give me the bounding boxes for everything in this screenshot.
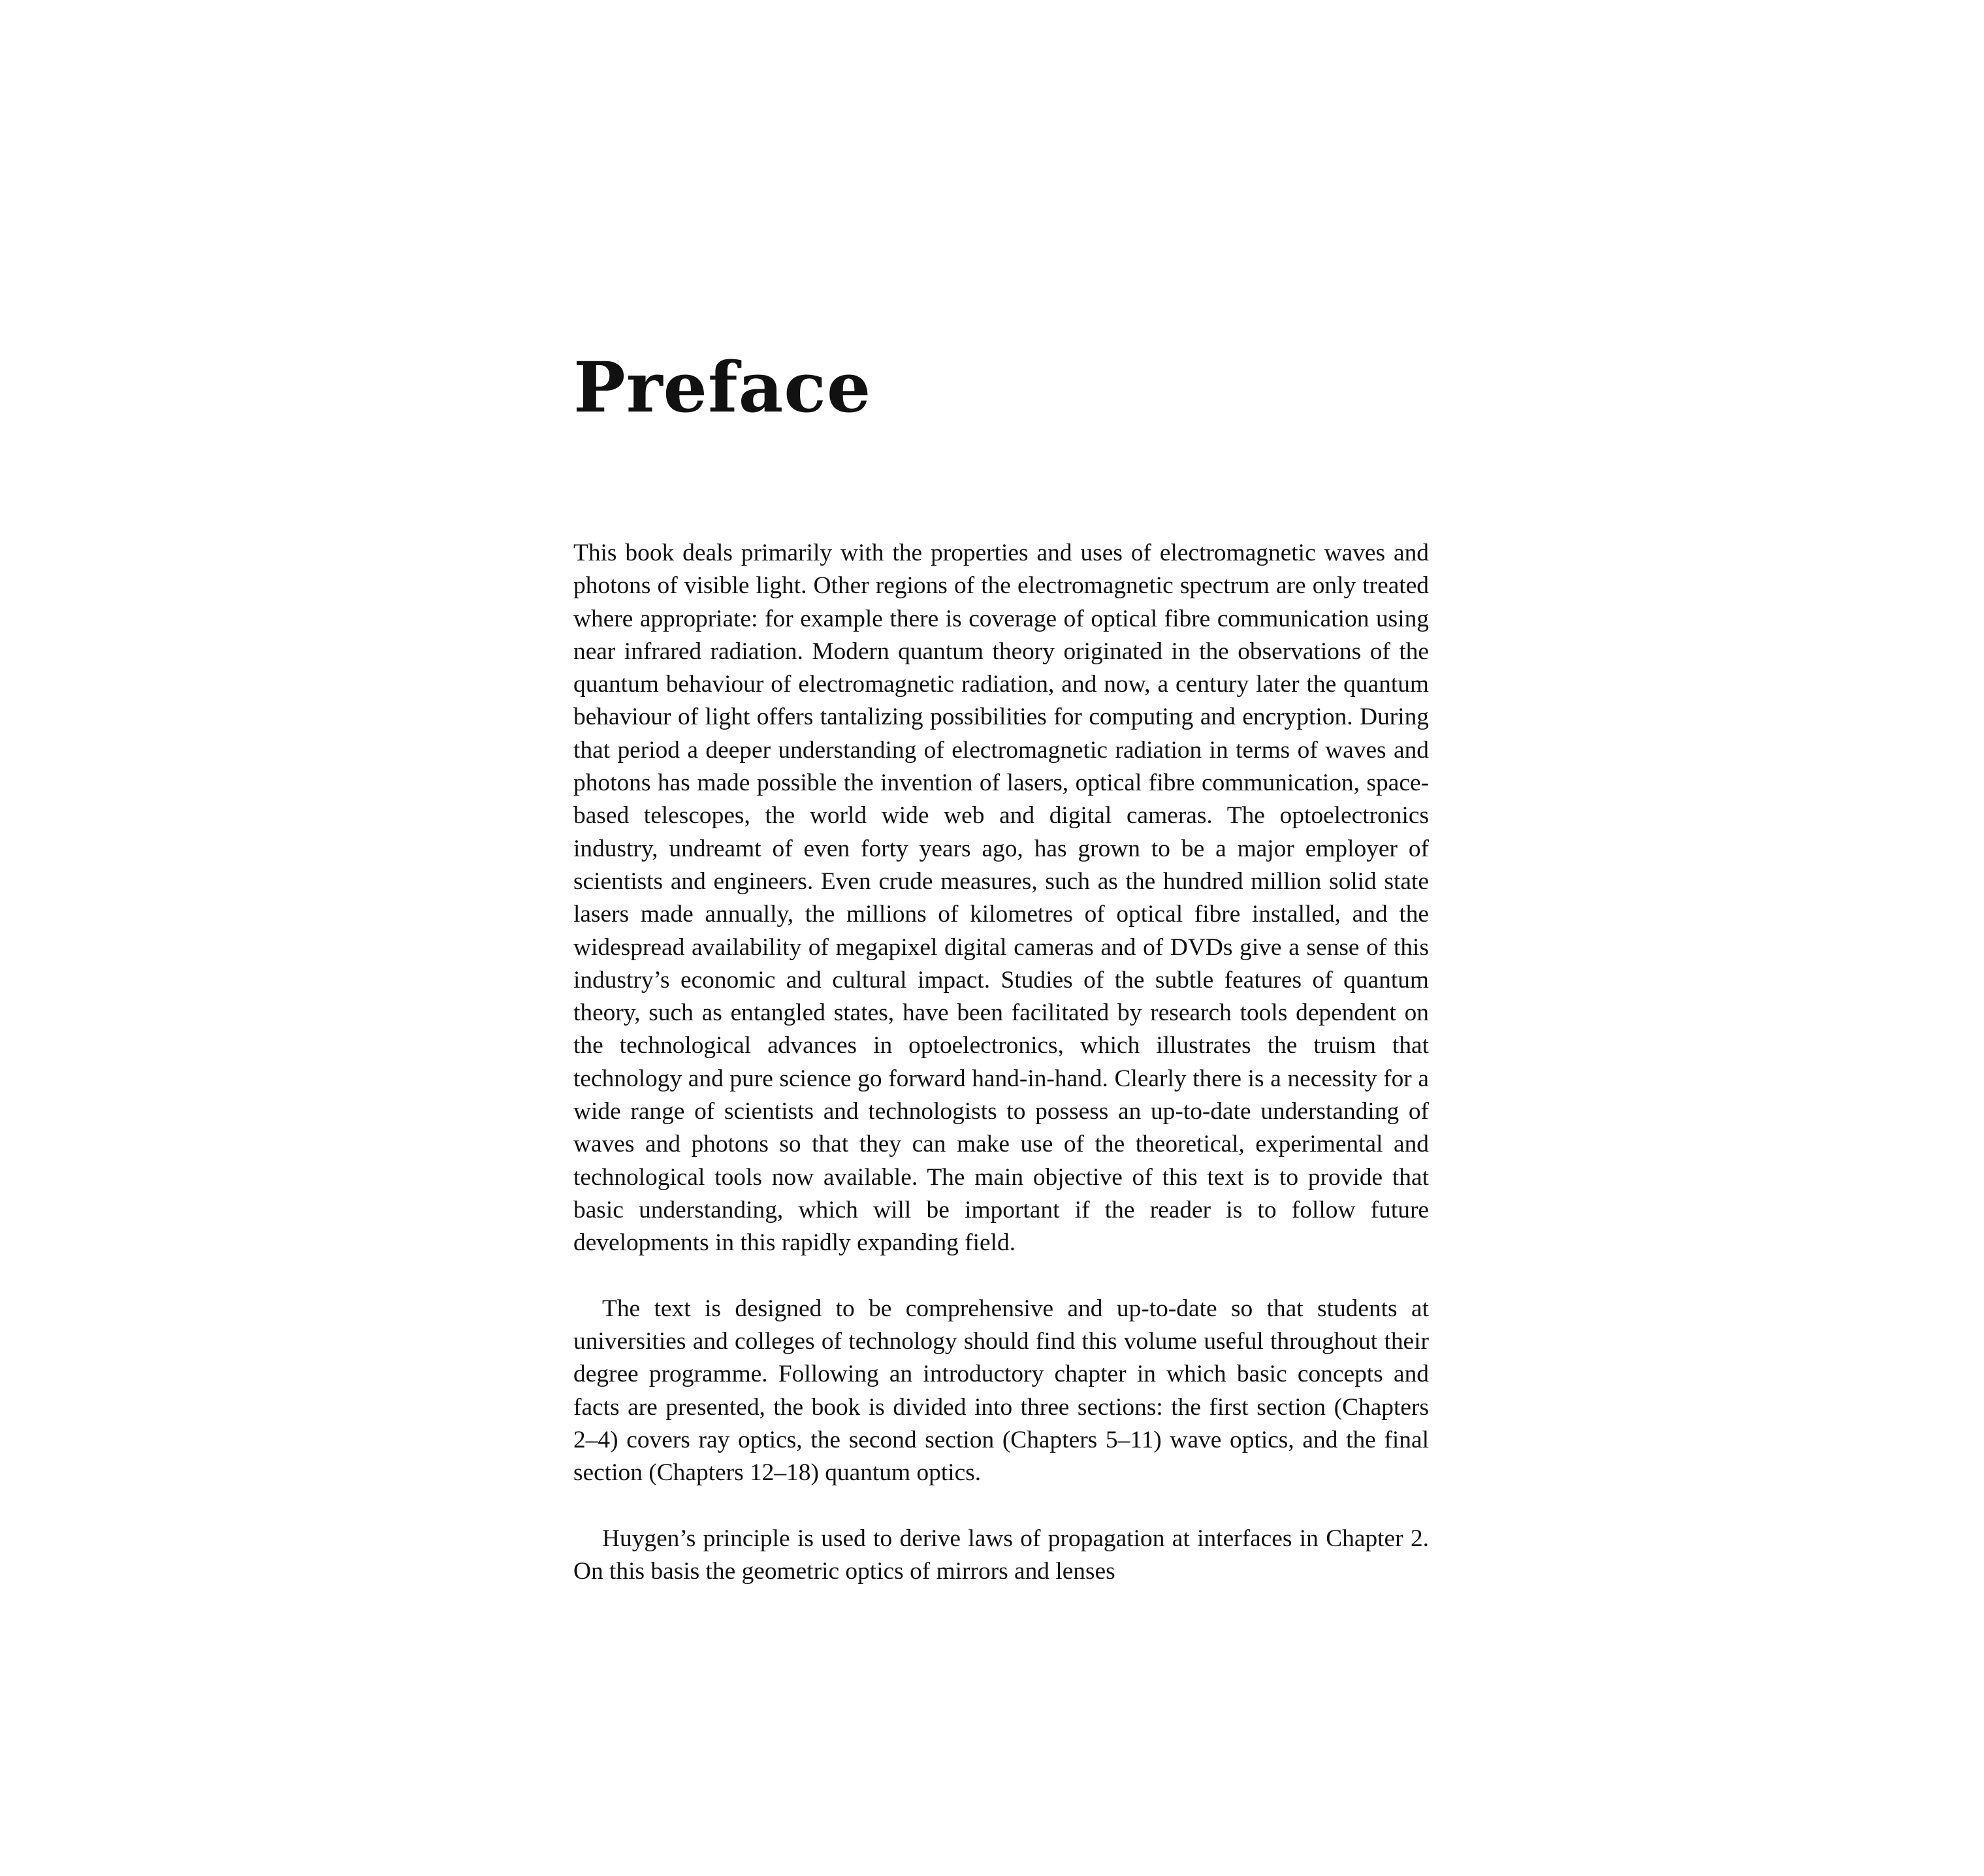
paragraph-structure: The text is designed to be comprehensive and up-to-date so that students at universities and colleges of technology should find this volume useful throughout their degree programme. Following an introductory chapter in which basic concepts and facts are presented, the book is divided into three sections: the first section (Chapters 2–4) covers ray optics, the second section (Chapters 5–11) wave optics, and the final section (Chapters 12–18) quantum optics.: [573, 1295, 1429, 1487]
paragraph-huygens: Huygen’s principle is used to derive laws of propagation at interfaces in Chapter 2. On this basis the geometric optics of mirrors and lenses: [573, 1525, 1429, 1585]
preface-body: [573, 537, 1429, 1589]
page-title: Preface: [573, 346, 872, 428]
paragraph-intro: This book deals primarily with the properties and uses of electromagnetic waves and photons of visible light. Other regions of the electromagnetic spectrum are only treated where appropriate: for example there is coverage of optical fibre communication using near infrared radiation. Modern quantum theory originated in the observations of the quantum behaviour of electromagnetic radiation, and now, a century later the quantum behaviour of light offers tantalizing possibilities for computing and encryption. During that period a deeper understanding of electromagnetic radiation in terms of waves and photons has made possible the invention of lasers, optical fibre communication, space-based telescopes, the world wide web and digital cameras. The optoelectronics industry, undreamt of even forty years ago, has grown to be a major employer of scientists and engineers. Even crude measures, such as the hundred million solid state lasers made annually, the millions of kilometres of optical fibre installed, and the widespread availability of megapixel digital cameras and of DVDs give a sense of this industry’s economic and cultural impact. Studies of the subtle features of quantum theory, such as entangled states, have been facilitated by research tools dependent on the technological advances in optoelectronics, which illustrates the truism that technology and pure science go forward hand-in-hand. Clearly there is a necessity for a wide range of scientists and technologists to possess an up-to-date understanding of waves and photons so that they can make use of the theoretical, experimental and technological tools now available. The main objective of this text is to provide that basic understanding, which will be important if the reader is to follow future developments in this rapidly expanding field.: [573, 540, 1429, 1257]
